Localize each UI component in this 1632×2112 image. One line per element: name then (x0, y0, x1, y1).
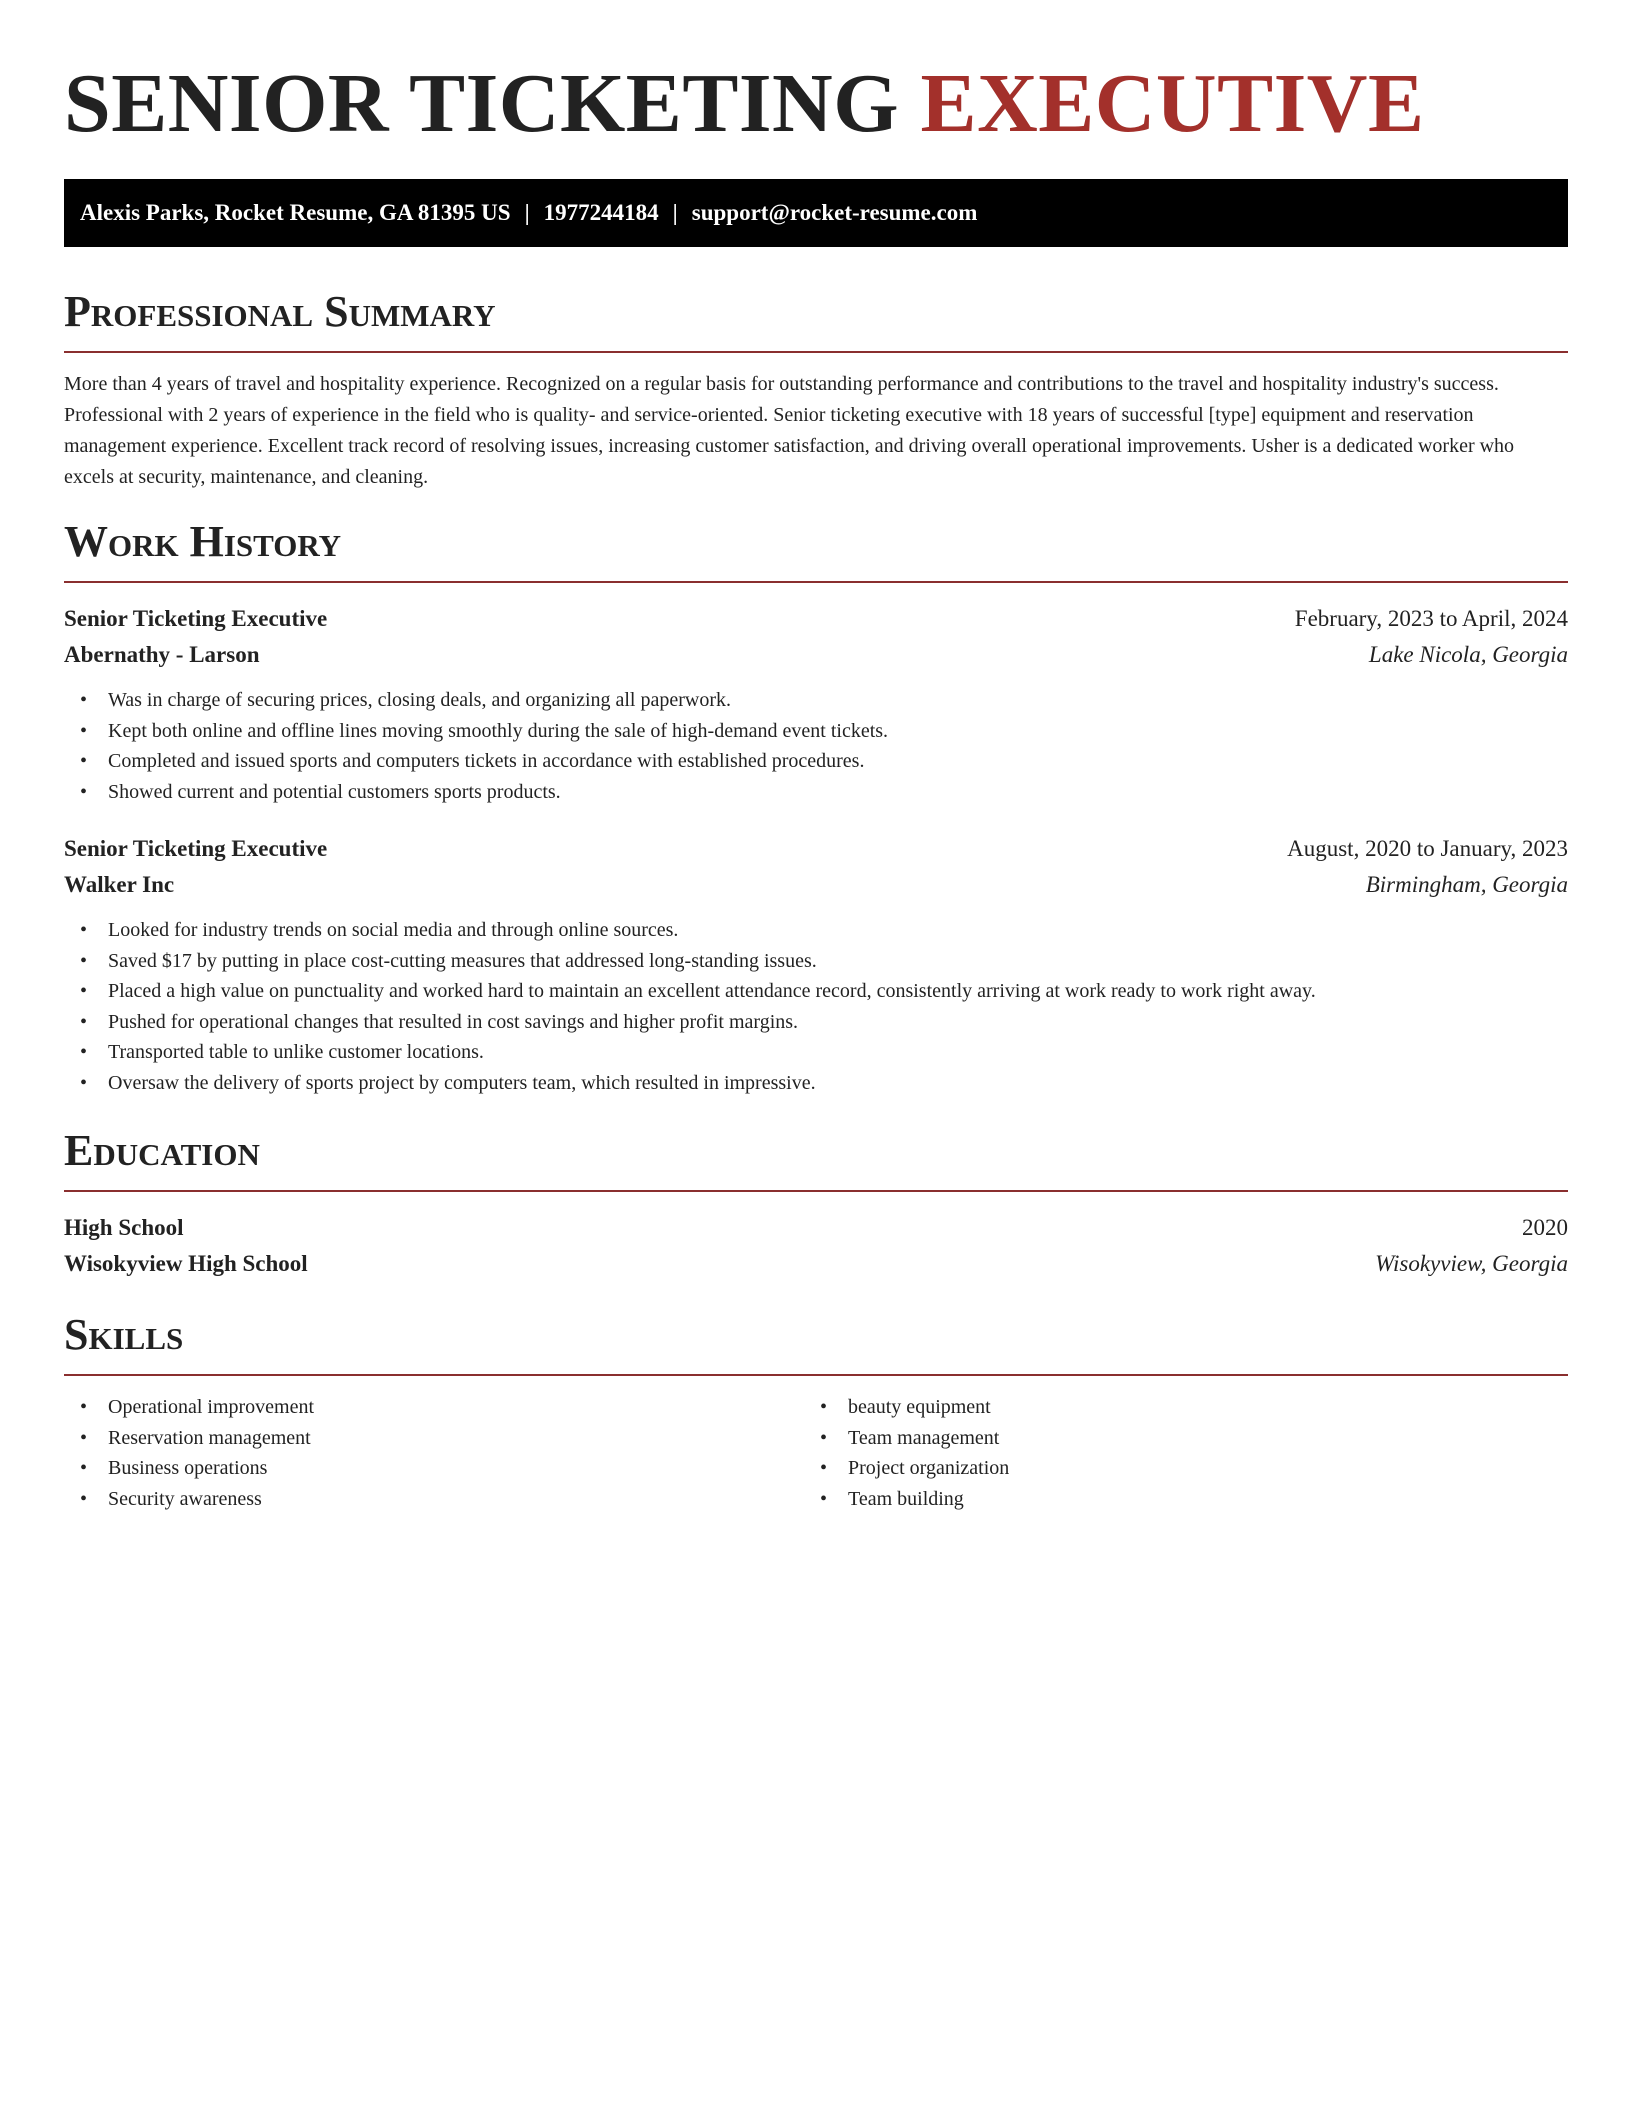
section-divider (64, 1190, 1568, 1192)
skill-item: • Team building (804, 1484, 1544, 1515)
education-location: Wisokyview, Georgia (1375, 1251, 1568, 1276)
contact-separator: | (524, 200, 530, 225)
job-bullets (64, 685, 1568, 807)
education-degree: High School (64, 1215, 184, 1240)
job-bullet: • Saved $17 by putting in place cost-cutting measures that addressed long-standing issues. (64, 946, 1568, 977)
work-history-section (64, 517, 1568, 1098)
section-heading-education: Education (64, 1126, 260, 1175)
job-bullet: • Was in charge of securing prices, closing deals, and organizing all paperwork. (64, 685, 1568, 716)
education-school-row (64, 1246, 1568, 1282)
skill-item: • Security awareness (64, 1484, 804, 1515)
section-heading-summary: Professional Summary (64, 287, 496, 336)
job-title: Senior Ticketing Executive (64, 606, 328, 631)
job-location: Lake Nicola, Georgia (1368, 642, 1568, 667)
job-bullet: • Oversaw the delivery of sports project by computers team, which resulted in impressive. (64, 1068, 1568, 1099)
job-company: Walker Inc (64, 872, 175, 897)
job-title: Senior Ticketing Executive (64, 836, 328, 861)
section-divider (64, 1374, 1568, 1376)
summary-text: More than 4 years of travel and hospitality experience. Recognized on a regular basis for outstanding performance and contributions to the travel and hospitality industry's success. Professional with 2 years of experience in the field who is quality- and service-oriented. Senior ticketing executive with 18 years of successful [type] equipment and reservation management experience. Excellent track record of resolving issues, increasing customer satisfaction, and driving overall operational improvements. Usher is a dedicated worker who excels at security, maintenance, and cleaning. (64, 373, 1515, 488)
job-bullet: • Showed current and potential customers sports products. (64, 777, 1568, 808)
section-heading-work: Work History (64, 517, 342, 566)
skill-item: • Business operations (64, 1453, 804, 1484)
job-dates: February, 2023 to April, 2024 (1294, 606, 1568, 631)
job-company-row (64, 867, 1568, 903)
education-entry (64, 1210, 1568, 1282)
section-heading-skills: Skills (64, 1310, 184, 1359)
job-bullets (64, 915, 1568, 1098)
job-bullet: • Pushed for operational changes that resulted in cost savings and higher profit margins. (64, 1007, 1568, 1038)
section-divider (64, 351, 1568, 353)
job-entry (64, 601, 1568, 807)
contact-bar (64, 179, 1568, 247)
education-year: 2020 (1522, 1215, 1568, 1240)
skill-item: • beauty equipment (804, 1392, 1544, 1423)
contact-separator: | (672, 200, 678, 225)
skills-column-right (804, 1392, 1544, 1514)
job-dates: August, 2020 to January, 2023 (1287, 836, 1568, 861)
education-school: Wisokyview High School (64, 1251, 308, 1276)
job-header-row (64, 601, 1568, 637)
job-bullet: • Transported table to unlike customer locations. (64, 1037, 1568, 1068)
skills-section (64, 1310, 1568, 1514)
job-company: Abernathy - Larson (64, 642, 260, 667)
education-section (64, 1126, 1568, 1282)
title-accent: EXECUTIVE (920, 57, 1425, 150)
contact-email[interactable]: support@rocket-resume.com (691, 200, 978, 225)
contact-phone: 1977244184 (543, 200, 659, 225)
job-entry (64, 831, 1568, 1098)
skills-column-left (64, 1392, 804, 1514)
skill-item: • Reservation management (64, 1423, 804, 1454)
job-bullet: • Placed a high value on punctuality and worked hard to maintain an excellent attendance record, consistently arriving at work ready to work right away. (64, 976, 1568, 1007)
skill-item: • Team management (804, 1423, 1544, 1454)
section-divider (64, 581, 1568, 583)
job-bullet: • Kept both online and offline lines moving smoothly during the sale of high-demand event tickets. (64, 716, 1568, 747)
education-header-row (64, 1210, 1568, 1246)
job-bullet: • Completed and issued sports and computers tickets in accordance with established procedures. (64, 746, 1568, 777)
resume-page (64, 0, 1568, 1514)
contact-address: Alexis Parks, Rocket Resume, GA 81395 US (80, 200, 511, 225)
title-main: SENIOR TICKETING (64, 57, 900, 150)
resume-title (64, 0, 1568, 152)
skill-item: • Operational improvement (64, 1392, 804, 1423)
job-bullet: • Looked for industry trends on social media and through online sources. (64, 915, 1568, 946)
skill-item: • Project organization (804, 1453, 1544, 1484)
summary-section (64, 287, 1568, 493)
job-header-row (64, 831, 1568, 867)
job-location: Birmingham, Georgia (1365, 872, 1568, 897)
skills-grid (64, 1392, 1568, 1514)
job-company-row (64, 637, 1568, 673)
